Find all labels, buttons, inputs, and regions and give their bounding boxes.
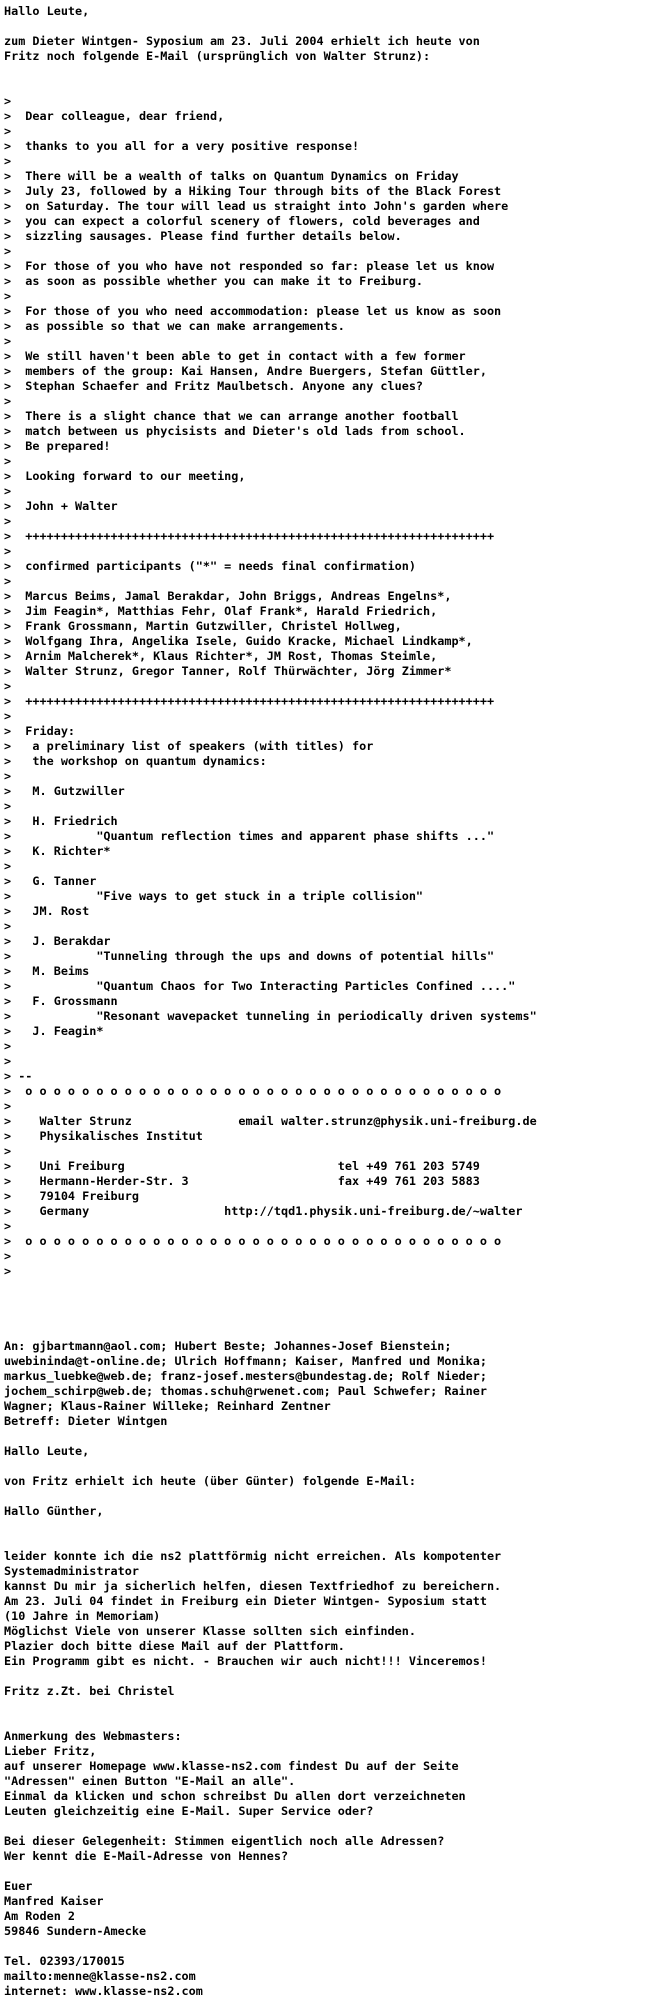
text-line: > Uni Freiburg tel +49 761 203 5749 xyxy=(4,1159,480,1173)
text-line: > as soon as possible whether you can make it to Freiburg. xyxy=(4,274,424,288)
text-line xyxy=(4,1864,649,1879)
text-line: jochem_schirp@web.de; thomas.schuh@rwenet.com; Paul Schwefer; Rainer xyxy=(4,1384,487,1398)
text-line: > ++++++++++++++++++++++++++++++++++++++++++++++++++++++++++++++++++ xyxy=(4,694,495,708)
text-line: Betreff: Dieter Wintgen xyxy=(4,1414,168,1428)
text-line: Anmerkung des Webmasters: xyxy=(4,1729,182,1743)
text-line: Plazier doch bitte diese Mail auf der Plattform. xyxy=(4,1639,345,1653)
text-line: leider konnte ich die ns2 plattförmig nicht erreichen. Als kompotenter xyxy=(4,1549,502,1563)
text-line: > o o o o o o o o o o o o o o o o o o o o o o o o o o o o o o o o o o xyxy=(4,1234,502,1248)
text-line: Am Roden 2 xyxy=(4,1909,76,1923)
text-line: > xyxy=(4,1264,12,1278)
text-line: > xyxy=(4,1144,12,1158)
text-line: Einmal da klicken und schon schreibst Du allen dort verzeichneten xyxy=(4,1789,466,1803)
text-line: > Physikalisches Institut xyxy=(4,1129,203,1143)
text-line: > xyxy=(4,289,12,303)
text-line: > Dear colleague, dear friend, xyxy=(4,109,225,123)
text-line: Wagner; Klaus-Rainer Willeke; Reinhard Zentner xyxy=(4,1399,331,1413)
text-line: > the workshop on quantum dynamics: xyxy=(4,754,267,768)
text-line: > xyxy=(4,94,12,108)
text-line: > "Tunneling through the ups and downs of potential hills" xyxy=(4,949,495,963)
text-line: > members of the group: Kai Hansen, Andre Buergers, Stefan Güttler, xyxy=(4,364,487,378)
text-line xyxy=(4,1429,649,1444)
text-line: > JM. Rost xyxy=(4,904,90,918)
text-line: kannst Du mir ja sicherlich helfen, diesen Textfriedhof zu bereichern. xyxy=(4,1579,502,1593)
text-line: > "Resonant wavepacket tunneling in periodically driven systems" xyxy=(4,1009,537,1023)
text-line: > sizzling sausages. Please find further details below. xyxy=(4,229,402,243)
text-line: > xyxy=(4,919,12,933)
text-line: 59846 Sundern-Amecke xyxy=(4,1924,147,1938)
text-line: > thanks to you all for a very positive response! xyxy=(4,139,360,153)
text-line: > ++++++++++++++++++++++++++++++++++++++++++++++++++++++++++++++++++ xyxy=(4,529,495,543)
text-line: Euer xyxy=(4,1879,33,1893)
text-line: > Hermann-Herder-Str. 3 fax +49 761 203 5883 xyxy=(4,1174,480,1188)
text-line: Am 23. Juli 04 findet in Freiburg ein Dieter Wintgen- Syposium statt xyxy=(4,1594,487,1608)
text-line: > H. Friedrich xyxy=(4,814,118,828)
text-line: > xyxy=(4,709,12,723)
text-line: An: gjbartmann@aol.com; Hubert Beste; Johannes-Josef Bienstein; xyxy=(4,1339,452,1353)
text-line xyxy=(4,1294,649,1309)
text-line: > "Five ways to get stuck in a triple collision" xyxy=(4,889,424,903)
text-line: > xyxy=(4,454,12,468)
text-line xyxy=(4,1669,649,1684)
text-line: > Arnim Malcherek*, Klaus Richter*, JM Rost, Thomas Steimle, xyxy=(4,649,438,663)
text-line: Tel. 02393/170015 xyxy=(4,1954,125,1968)
text-line: > J. Feagin* xyxy=(4,1024,104,1038)
text-line xyxy=(4,1459,649,1474)
text-line xyxy=(4,19,649,34)
text-line: Hallo Leute, xyxy=(4,4,90,18)
text-line: Ein Programm gibt es nicht. - Brauchen wir auch nicht!!! Vinceremos! xyxy=(4,1654,487,1668)
text-line xyxy=(4,1309,649,1324)
text-line: > Looking forward to our meeting, xyxy=(4,469,246,483)
text-line xyxy=(4,64,649,79)
text-line: Fritz noch folgende E-Mail (ursprünglich von Walter Strunz): xyxy=(4,49,431,63)
text-line: internet: www.klasse-ns2.com xyxy=(4,1984,203,1998)
text-line: > xyxy=(4,799,12,813)
text-line: > xyxy=(4,544,12,558)
text-line: > Be prepared! xyxy=(4,439,111,453)
text-line: > We still haven't been able to get in contact with a few former xyxy=(4,349,466,363)
text-line: Möglichst Viele von unserer Klasse sollten sich einfinden. xyxy=(4,1624,416,1638)
text-line: > "Quantum Chaos for Two Interacting Particles Confined ...." xyxy=(4,979,516,993)
text-line: > xyxy=(4,1099,12,1113)
text-line: > July 23, followed by a Hiking Tour through bits of the Black Forest xyxy=(4,184,502,198)
text-line: > xyxy=(4,244,12,258)
text-line: > Walter Strunz email walter.strunz@physik.uni-freiburg.de xyxy=(4,1114,537,1128)
text-line: > xyxy=(4,859,12,873)
text-line: > xyxy=(4,514,12,528)
text-line: > xyxy=(4,154,12,168)
text-line xyxy=(4,79,649,94)
text-line: > Frank Grossmann, Martin Gutzwiller, Christel Hollweg, xyxy=(4,619,402,633)
text-line: > xyxy=(4,679,12,693)
text-line: Hallo Günther, xyxy=(4,1504,104,1518)
text-line: Systemadministrator xyxy=(4,1564,139,1578)
text-line: Fritz z.Zt. bei Christel xyxy=(4,1684,175,1698)
text-line: > you can expect a colorful scenery of flowers, cold beverages and xyxy=(4,214,480,228)
text-line: Hallo Leute, xyxy=(4,1444,90,1458)
text-line: > 79104 Freiburg xyxy=(4,1189,139,1203)
text-line: Bei dieser Gelegenheit: Stimmen eigentlich noch alle Adressen? xyxy=(4,1834,445,1848)
text-line: > J. Berakdar xyxy=(4,934,111,948)
text-line: markus_luebke@web.de; franz-josef.mesters@bundestag.de; Rolf Nieder; xyxy=(4,1369,487,1383)
text-line xyxy=(4,1714,649,1729)
text-line: > Stephan Schaefer and Fritz Maulbetsch. Anyone any clues? xyxy=(4,379,424,393)
text-line xyxy=(4,1324,649,1339)
text-line: > on Saturday. The tour will lead us straight into John's garden where xyxy=(4,199,509,213)
text-line xyxy=(4,1519,649,1534)
text-line: zum Dieter Wintgen- Syposium am 23. Juli 2004 erhielt ich heute von xyxy=(4,34,480,48)
text-line: "Adressen" einen Button "E-Mail an alle". xyxy=(4,1774,296,1788)
text-line: > xyxy=(4,394,12,408)
text-line xyxy=(4,1939,649,1954)
text-line: > M. Gutzwiller xyxy=(4,784,125,798)
text-line: > There is a slight chance that we can arrange another football xyxy=(4,409,459,423)
text-line: > confirmed participants ("*" = needs final confirmation) xyxy=(4,559,416,573)
text-line: > xyxy=(4,484,12,498)
text-line xyxy=(4,1279,649,1294)
text-line: > -- xyxy=(4,1069,33,1083)
text-line: > For those of you who need accommodation: please let us know as soon xyxy=(4,304,502,318)
text-line: > xyxy=(4,1219,12,1233)
text-line: Lieber Fritz, xyxy=(4,1744,97,1758)
text-line: uwebininda@t-online.de; Ulrich Hoffmann; Kaiser, Manfred und Monika; xyxy=(4,1354,487,1368)
text-line: > xyxy=(4,1249,12,1263)
text-line: > xyxy=(4,1054,12,1068)
text-line: von Fritz erhielt ich heute (über Günter) folgende E-Mail: xyxy=(4,1474,416,1488)
text-line: > Germany http://tqd1.physik.uni-freiburg.de/~walter xyxy=(4,1204,523,1218)
text-line: Manfred Kaiser xyxy=(4,1894,104,1908)
text-line: > xyxy=(4,334,12,348)
text-line: > F. Grossmann xyxy=(4,994,118,1008)
text-line: Wer kennt die E-Mail-Adresse von Hennes? xyxy=(4,1849,289,1863)
text-line: > o o o o o o o o o o o o o o o o o o o o o o o o o o o o o o o o o o xyxy=(4,1084,502,1098)
text-line: > John + Walter xyxy=(4,499,118,513)
text-line: > as possible so that we can make arrangements. xyxy=(4,319,345,333)
text-line: > Jim Feagin*, Matthias Fehr, Olaf Frank*, Harald Friedrich, xyxy=(4,604,438,618)
text-line: > Marcus Beims, Jamal Berakdar, John Briggs, Andreas Engelns*, xyxy=(4,589,452,603)
text-line: > Friday: xyxy=(4,724,76,738)
text-line: > xyxy=(4,574,12,588)
text-line: > There will be a wealth of talks on Quantum Dynamics on Friday xyxy=(4,169,459,183)
text-line: > Walter Strunz, Gregor Tanner, Rolf Thürwächter, Jörg Zimmer* xyxy=(4,664,452,678)
text-line: > Wolfgang Ihra, Angelika Isele, Guido Kracke, Michael Lindkamp*, xyxy=(4,634,473,648)
text-line: > xyxy=(4,124,12,138)
text-line: (10 Jahre in Memoriam) xyxy=(4,1609,161,1623)
text-line: > M. Beims xyxy=(4,964,90,978)
email-document xyxy=(4,4,649,1999)
text-line: > match between us phycisists and Dieter's old lads from school. xyxy=(4,424,466,438)
text-line: > xyxy=(4,769,12,783)
text-line xyxy=(4,1489,649,1504)
text-line: > xyxy=(4,1039,12,1053)
text-line: > K. Richter* xyxy=(4,844,111,858)
text-line: auf unserer Homepage www.klasse-ns2.com findest Du auf der Seite xyxy=(4,1759,459,1773)
text-line: mailto:menne@klasse-ns2.com xyxy=(4,1969,196,1983)
text-line: Leuten gleichzeitig eine E-Mail. Super Service oder? xyxy=(4,1804,374,1818)
text-line xyxy=(4,1534,649,1549)
text-line: > For those of you who have not responded so far: please let us know xyxy=(4,259,495,273)
text-line: > "Quantum reflection times and apparent phase shifts ..." xyxy=(4,829,495,843)
text-line: > a preliminary list of speakers (with titles) for xyxy=(4,739,374,753)
text-line: > G. Tanner xyxy=(4,874,97,888)
text-line xyxy=(4,1699,649,1714)
text-line xyxy=(4,1819,649,1834)
